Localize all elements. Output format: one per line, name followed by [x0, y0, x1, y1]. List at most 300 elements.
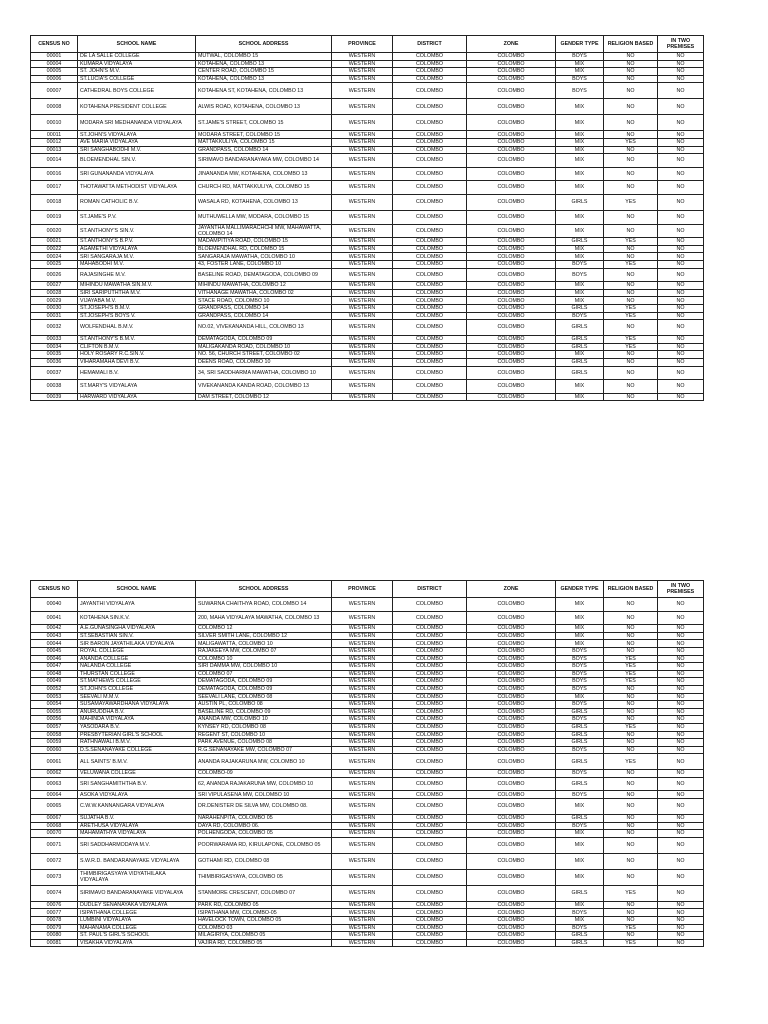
cell-in-two-premises: NO	[658, 238, 704, 246]
cell-province: WESTERN	[332, 131, 393, 139]
cell-census-no: 00011	[31, 131, 78, 139]
cell-gender-type: GIRLS	[556, 708, 604, 716]
cell-province: WESTERN	[332, 289, 393, 297]
cell-in-two-premises: NO	[658, 68, 704, 76]
cell-school-name: SRI SADDHARMODAYA M.V.	[78, 837, 196, 853]
table-row	[31, 53, 704, 61]
cell-zone: COLOMBO	[467, 115, 556, 131]
table-row	[31, 238, 704, 246]
table-row	[31, 68, 704, 76]
cell-school-address: STANMORE CRESCENT, COLOMBO 07	[196, 885, 332, 901]
cell-gender-type: MIX	[556, 115, 604, 131]
cell-province: WESTERN	[332, 245, 393, 253]
cell-gender-type: MIX	[556, 289, 604, 297]
cell-zone: COLOMBO	[467, 181, 556, 195]
cell-religion-based: NO	[604, 131, 658, 139]
cell-zone: COLOMBO	[467, 901, 556, 909]
cell-school-address: VITHANAGE MAWATHA, COLOMBO 02	[196, 289, 332, 297]
cell-province: WESTERN	[332, 343, 393, 351]
cell-zone: COLOMBO	[467, 53, 556, 61]
cell-zone: COLOMBO	[467, 320, 556, 336]
cell-school-name: ST.ANTHONY'S B.P.V.	[78, 238, 196, 246]
cell-in-two-premises: NO	[658, 53, 704, 61]
cell-school-name: D.S.SENANAYAKE COLLEGE	[78, 746, 196, 754]
cell-province: WESTERN	[332, 731, 393, 739]
cell-zone: COLOMBO	[467, 393, 556, 401]
cell-province: WESTERN	[332, 297, 393, 305]
cell-school-address: COLOMBO 03	[196, 924, 332, 932]
cell-zone: COLOMBO	[467, 723, 556, 731]
cell-province: WESTERN	[332, 822, 393, 830]
cell-school-address: POLHENGODA, COLOMBO 05	[196, 830, 332, 838]
cell-gender-type: BOYS	[556, 655, 604, 663]
cell-gender-type: GIRLS	[556, 815, 604, 823]
cell-province: WESTERN	[332, 939, 393, 947]
cell-census-no: 00074	[31, 885, 78, 901]
table-row	[31, 146, 704, 154]
cell-zone: COLOMBO	[467, 380, 556, 394]
cell-school-name: DUDLEY SENANAYAKA VIDYALAYA	[78, 901, 196, 909]
cell-gender-type: MIX	[556, 611, 604, 625]
table-row	[31, 770, 704, 778]
header-in-two-premises: IN TWO PREMISES	[658, 581, 704, 598]
cell-province: WESTERN	[332, 358, 393, 366]
cell-zone: COLOMBO	[467, 304, 556, 312]
cell-gender-type: BOYS	[556, 716, 604, 724]
cell-school-address: COLOMBO-09	[196, 770, 332, 778]
cell-gender-type: MIX	[556, 68, 604, 76]
cell-census-no: 00016	[31, 167, 78, 181]
cell-in-two-premises: NO	[658, 194, 704, 210]
cell-census-no: 00001	[31, 53, 78, 61]
header-census-no: CENSUS NO	[31, 36, 78, 53]
cell-religion-based: NO	[604, 611, 658, 625]
cell-in-two-premises: NO	[658, 138, 704, 146]
cell-district: COLOMBO	[393, 351, 467, 359]
cell-zone: COLOMBO	[467, 297, 556, 305]
table-row	[31, 830, 704, 838]
cell-district: COLOMBO	[393, 60, 467, 68]
cell-district: COLOMBO	[393, 670, 467, 678]
cell-religion-based: YES	[604, 885, 658, 901]
cell-gender-type: BOYS	[556, 663, 604, 671]
cell-census-no: 00031	[31, 312, 78, 320]
table-row	[31, 746, 704, 754]
table-row	[31, 245, 704, 253]
cell-province: WESTERN	[332, 380, 393, 394]
cell-census-no: 00044	[31, 640, 78, 648]
cell-gender-type: MIX	[556, 917, 604, 925]
cell-district: COLOMBO	[393, 830, 467, 838]
cell-province: WESTERN	[332, 75, 393, 83]
cell-religion-based: NO	[604, 146, 658, 154]
cell-religion-based: NO	[604, 282, 658, 290]
cell-district: COLOMBO	[393, 716, 467, 724]
cell-district: COLOMBO	[393, 869, 467, 885]
cell-in-two-premises: NO	[658, 670, 704, 678]
cell-religion-based: NO	[604, 901, 658, 909]
cell-province: WESTERN	[332, 261, 393, 269]
cell-district: COLOMBO	[393, 701, 467, 709]
cell-zone: COLOMBO	[467, 663, 556, 671]
cell-school-address: GRANDPASS, COLOMBO 14	[196, 146, 332, 154]
cell-zone: COLOMBO	[467, 791, 556, 799]
table-row	[31, 289, 704, 297]
cell-school-name: NALANDA COLLEGE	[78, 663, 196, 671]
cell-census-no: 00055	[31, 708, 78, 716]
cell-province: WESTERN	[332, 746, 393, 754]
cell-district: COLOMBO	[393, 632, 467, 640]
table-row	[31, 701, 704, 709]
cell-zone: COLOMBO	[467, 924, 556, 932]
cell-census-no: 00034	[31, 343, 78, 351]
table-row	[31, 138, 704, 146]
cell-district: COLOMBO	[393, 245, 467, 253]
cell-school-name: CATHEDRAL BOYS COLLEGE	[78, 83, 196, 99]
cell-in-two-premises: NO	[658, 924, 704, 932]
cell-school-address: COLOMBO 12	[196, 625, 332, 633]
table-row	[31, 693, 704, 701]
table-row	[31, 640, 704, 648]
cell-gender-type: BOYS	[556, 685, 604, 693]
cell-religion-based: YES	[604, 261, 658, 269]
cell-census-no: 00071	[31, 837, 78, 853]
table-row	[31, 154, 704, 168]
cell-gender-type: MIX	[556, 154, 604, 168]
cell-in-two-premises: NO	[658, 777, 704, 791]
cell-school-address: COLOMBO 10	[196, 655, 332, 663]
table-row	[31, 336, 704, 344]
cell-district: COLOMBO	[393, 131, 467, 139]
table-row	[31, 822, 704, 830]
table-row	[31, 320, 704, 336]
cell-zone: COLOMBO	[467, 625, 556, 633]
cell-zone: COLOMBO	[467, 837, 556, 853]
cell-school-address: BLOEMENDHAL RD, COLOMBO 15	[196, 245, 332, 253]
cell-district: COLOMBO	[393, 68, 467, 76]
cell-gender-type: MIX	[556, 830, 604, 838]
cell-district: COLOMBO	[393, 320, 467, 336]
cell-zone: COLOMBO	[467, 640, 556, 648]
table-row	[31, 853, 704, 869]
cell-gender-type: GIRLS	[556, 885, 604, 901]
cell-province: WESTERN	[332, 723, 393, 731]
cell-zone: COLOMBO	[467, 739, 556, 747]
cell-school-name: VELUWANA COLLEGE	[78, 770, 196, 778]
cell-census-no: 00060	[31, 746, 78, 754]
cell-province: WESTERN	[332, 336, 393, 344]
cell-school-name: KUMARA VIDYALAYA	[78, 60, 196, 68]
cell-province: WESTERN	[332, 869, 393, 885]
cell-census-no: 00045	[31, 647, 78, 655]
cell-in-two-premises: NO	[658, 754, 704, 770]
cell-in-two-premises: NO	[658, 304, 704, 312]
cell-zone: COLOMBO	[467, 917, 556, 925]
cell-province: WESTERN	[332, 611, 393, 625]
cell-in-two-premises: NO	[658, 167, 704, 181]
cell-census-no: 00073	[31, 869, 78, 885]
cell-province: WESTERN	[332, 268, 393, 282]
cell-zone: COLOMBO	[467, 253, 556, 261]
cell-religion-based: NO	[604, 224, 658, 238]
cell-school-address: SRI VIPULASENA MW, COLOMBO 10	[196, 791, 332, 799]
cell-school-address: CHURCH RD, MATTAKKULIYA, COLOMBO 15	[196, 181, 332, 195]
cell-gender-type: GIRLS	[556, 939, 604, 947]
cell-in-two-premises: NO	[658, 701, 704, 709]
cell-religion-based: NO	[604, 253, 658, 261]
cell-religion-based: NO	[604, 777, 658, 791]
cell-zone: COLOMBO	[467, 68, 556, 76]
cell-district: COLOMBO	[393, 611, 467, 625]
cell-school-address: BASELINE RD, COLOMBO 09	[196, 708, 332, 716]
cell-district: COLOMBO	[393, 297, 467, 305]
cell-district: COLOMBO	[393, 358, 467, 366]
cell-zone: COLOMBO	[467, 60, 556, 68]
cell-school-name: SRI SANGARAJA M.V.	[78, 253, 196, 261]
cell-religion-based: NO	[604, 598, 658, 612]
cell-district: COLOMBO	[393, 598, 467, 612]
cell-province: WESTERN	[332, 167, 393, 181]
cell-province: WESTERN	[332, 625, 393, 633]
cell-gender-type: BOYS	[556, 53, 604, 61]
cell-province: WESTERN	[332, 853, 393, 869]
cell-in-two-premises: NO	[658, 99, 704, 115]
cell-school-address: SIRIMAVO BANDARANAYAKA MW, COLOMBO 14	[196, 154, 332, 168]
table-row	[31, 224, 704, 238]
cell-religion-based: YES	[604, 670, 658, 678]
cell-school-address: ISIPATHANA MW, COLOMBO-05	[196, 909, 332, 917]
table-row	[31, 678, 704, 686]
cell-in-two-premises: NO	[658, 611, 704, 625]
table-body	[31, 53, 704, 401]
cell-zone: COLOMBO	[467, 693, 556, 701]
cell-school-name: ANURUDDHA B.V.	[78, 708, 196, 716]
cell-religion-based: YES	[604, 754, 658, 770]
cell-census-no: 00024	[31, 253, 78, 261]
cell-religion-based: NO	[604, 746, 658, 754]
cell-gender-type: BOYS	[556, 312, 604, 320]
cell-school-address: PARK RD, COLOMBO 05	[196, 901, 332, 909]
cell-school-name: HARWARD VIDYALAYA	[78, 393, 196, 401]
cell-in-two-premises: NO	[658, 268, 704, 282]
cell-in-two-premises: NO	[658, 917, 704, 925]
cell-census-no: 00035	[31, 351, 78, 359]
cell-zone: COLOMBO	[467, 770, 556, 778]
table-row	[31, 716, 704, 724]
cell-zone: COLOMBO	[467, 358, 556, 366]
table-row	[31, 625, 704, 633]
cell-district: COLOMBO	[393, 268, 467, 282]
cell-district: COLOMBO	[393, 723, 467, 731]
table-row	[31, 917, 704, 925]
cell-census-no: 00062	[31, 770, 78, 778]
cell-district: COLOMBO	[393, 708, 467, 716]
cell-in-two-premises: NO	[658, 708, 704, 716]
cell-religion-based: NO	[604, 53, 658, 61]
table-row	[31, 685, 704, 693]
cell-province: WESTERN	[332, 739, 393, 747]
header-zone: ZONE	[467, 36, 556, 53]
cell-zone: COLOMBO	[467, 343, 556, 351]
cell-school-address: KOTAHENA, COLOMBO 13	[196, 60, 332, 68]
cell-gender-type: BOYS	[556, 647, 604, 655]
cell-religion-based: NO	[604, 393, 658, 401]
cell-religion-based: NO	[604, 869, 658, 885]
cell-school-address: MATTAKKULIYA, COLOMBO 15	[196, 138, 332, 146]
cell-school-name: MAHABODHI M.V.	[78, 261, 196, 269]
cell-province: WESTERN	[332, 351, 393, 359]
cell-in-two-premises: NO	[658, 358, 704, 366]
cell-district: COLOMBO	[393, 238, 467, 246]
cell-school-name: VIHARAMAHA DEVI B.V.	[78, 358, 196, 366]
table-row	[31, 598, 704, 612]
cell-religion-based: NO	[604, 60, 658, 68]
cell-zone: COLOMBO	[467, 282, 556, 290]
cell-district: COLOMBO	[393, 115, 467, 131]
table-row	[31, 60, 704, 68]
cell-in-two-premises: NO	[658, 245, 704, 253]
cell-census-no: 00040	[31, 598, 78, 612]
cell-school-address: RAJAKEEYA MW, COLOMBO 07	[196, 647, 332, 655]
cell-in-two-premises: NO	[658, 598, 704, 612]
cell-census-no: 00018	[31, 194, 78, 210]
cell-religion-based: YES	[604, 343, 658, 351]
cell-zone: COLOMBO	[467, 138, 556, 146]
cell-province: WESTERN	[332, 393, 393, 401]
cell-in-two-premises: NO	[658, 146, 704, 154]
cell-district: COLOMBO	[393, 754, 467, 770]
cell-gender-type: MIX	[556, 640, 604, 648]
cell-census-no: 00063	[31, 777, 78, 791]
cell-religion-based: NO	[604, 75, 658, 83]
cell-province: WESTERN	[332, 181, 393, 195]
cell-religion-based: NO	[604, 791, 658, 799]
cell-gender-type: BOYS	[556, 822, 604, 830]
table-row	[31, 909, 704, 917]
cell-school-address: R.G.SENANAYAKE MW, COLOMBO 07	[196, 746, 332, 754]
header-religion-based: RELIGION BASED	[604, 36, 658, 53]
cell-census-no: 00036	[31, 358, 78, 366]
cell-gender-type: BOYS	[556, 670, 604, 678]
table-row	[31, 939, 704, 947]
cell-gender-type: GIRLS	[556, 723, 604, 731]
cell-religion-based: NO	[604, 708, 658, 716]
cell-district: COLOMBO	[393, 343, 467, 351]
table-row	[31, 901, 704, 909]
header-school-address: SCHOOL ADDRESS	[196, 36, 332, 53]
cell-religion-based: NO	[604, 701, 658, 709]
cell-in-two-premises: NO	[658, 822, 704, 830]
header-province: PROVINCE	[332, 36, 393, 53]
cell-census-no: 00046	[31, 655, 78, 663]
cell-district: COLOMBO	[393, 253, 467, 261]
table-row	[31, 663, 704, 671]
cell-zone: COLOMBO	[467, 678, 556, 686]
cell-census-no: 00081	[31, 939, 78, 947]
cell-census-no: 00047	[31, 663, 78, 671]
cell-religion-based: NO	[604, 68, 658, 76]
cell-school-address: VIVEKANANDA KANDA ROAD, COLOMBO 13	[196, 380, 332, 394]
header-zone: ZONE	[467, 581, 556, 598]
cell-province: WESTERN	[332, 693, 393, 701]
cell-census-no: 00048	[31, 670, 78, 678]
cell-in-two-premises: NO	[658, 75, 704, 83]
cell-in-two-premises: NO	[658, 393, 704, 401]
cell-census-no: 00080	[31, 932, 78, 940]
cell-census-no: 00078	[31, 917, 78, 925]
cell-school-name: ISIPATHANA COLLEGE	[78, 909, 196, 917]
cell-gender-type: GIRLS	[556, 358, 604, 366]
cell-gender-type: MIX	[556, 167, 604, 181]
cell-school-name: ST.ANTHONY'S B.M.V.	[78, 336, 196, 344]
cell-in-two-premises: NO	[658, 320, 704, 336]
cell-census-no: 00027	[31, 282, 78, 290]
cell-school-address: ST.JAME'S STREET, COLOMBO 15	[196, 115, 332, 131]
cell-school-address: AUSTIN PL, COLOMBO 08	[196, 701, 332, 709]
cell-religion-based: YES	[604, 678, 658, 686]
cell-district: COLOMBO	[393, 815, 467, 823]
cell-school-name: RAJASINGHE M.V.	[78, 268, 196, 282]
header-row	[31, 36, 704, 53]
cell-religion-based: NO	[604, 351, 658, 359]
cell-gender-type: BOYS	[556, 924, 604, 932]
cell-census-no: 00033	[31, 336, 78, 344]
cell-in-two-premises: NO	[658, 380, 704, 394]
cell-gender-type: GIRLS	[556, 320, 604, 336]
cell-gender-type: MIX	[556, 598, 604, 612]
cell-school-name: VIJAYABA M.V.	[78, 297, 196, 305]
cell-in-two-premises: NO	[658, 678, 704, 686]
cell-zone: COLOMBO	[467, 685, 556, 693]
cell-province: WESTERN	[332, 253, 393, 261]
cell-census-no: 00025	[31, 261, 78, 269]
cell-school-name: LUMBINI VIDYALAYA	[78, 917, 196, 925]
cell-school-name: A.E.GUNASINGHA VIDYALAYA	[78, 625, 196, 633]
cell-school-address: KOTAHENA, COLOMBO 13	[196, 75, 332, 83]
cell-in-two-premises: NO	[658, 336, 704, 344]
cell-school-name: SUJATHA B.V.	[78, 815, 196, 823]
cell-census-no: 00079	[31, 924, 78, 932]
cell-religion-based: YES	[604, 138, 658, 146]
cell-religion-based: NO	[604, 358, 658, 366]
cell-school-address: 200, MAHA VIDYALAYA MAWATHA, COLOMBO 13	[196, 611, 332, 625]
cell-zone: COLOMBO	[467, 701, 556, 709]
cell-school-address: 34, SRI SADDHARMA MAWATHA, COLOMBO 10	[196, 366, 332, 380]
cell-zone: COLOMBO	[467, 655, 556, 663]
cell-gender-type: GIRLS	[556, 932, 604, 940]
cell-province: WESTERN	[332, 68, 393, 76]
header-school-name: SCHOOL NAME	[78, 581, 196, 598]
cell-gender-type: MIX	[556, 869, 604, 885]
cell-province: WESTERN	[332, 312, 393, 320]
cell-in-two-premises: NO	[658, 746, 704, 754]
cell-census-no: 00076	[31, 901, 78, 909]
cell-in-two-premises: NO	[658, 716, 704, 724]
cell-zone: COLOMBO	[467, 746, 556, 754]
cell-school-address: DEMATAGODA, COLOMBO 09	[196, 685, 332, 693]
cell-zone: COLOMBO	[467, 731, 556, 739]
cell-religion-based: YES	[604, 194, 658, 210]
cell-school-address: MILAGIRIYA, COLOMBO 05	[196, 932, 332, 940]
cell-zone: COLOMBO	[467, 245, 556, 253]
cell-school-name: SEEVALI M.M.V.	[78, 693, 196, 701]
cell-school-name: SIRIMAVO BANDARANAYAKE VIDYALAYA	[78, 885, 196, 901]
cell-school-name: ASOKA VIDYALAYA	[78, 791, 196, 799]
cell-zone: COLOMBO	[467, 647, 556, 655]
cell-religion-based: NO	[604, 830, 658, 838]
cell-in-two-premises: NO	[658, 289, 704, 297]
cell-zone: COLOMBO	[467, 268, 556, 282]
